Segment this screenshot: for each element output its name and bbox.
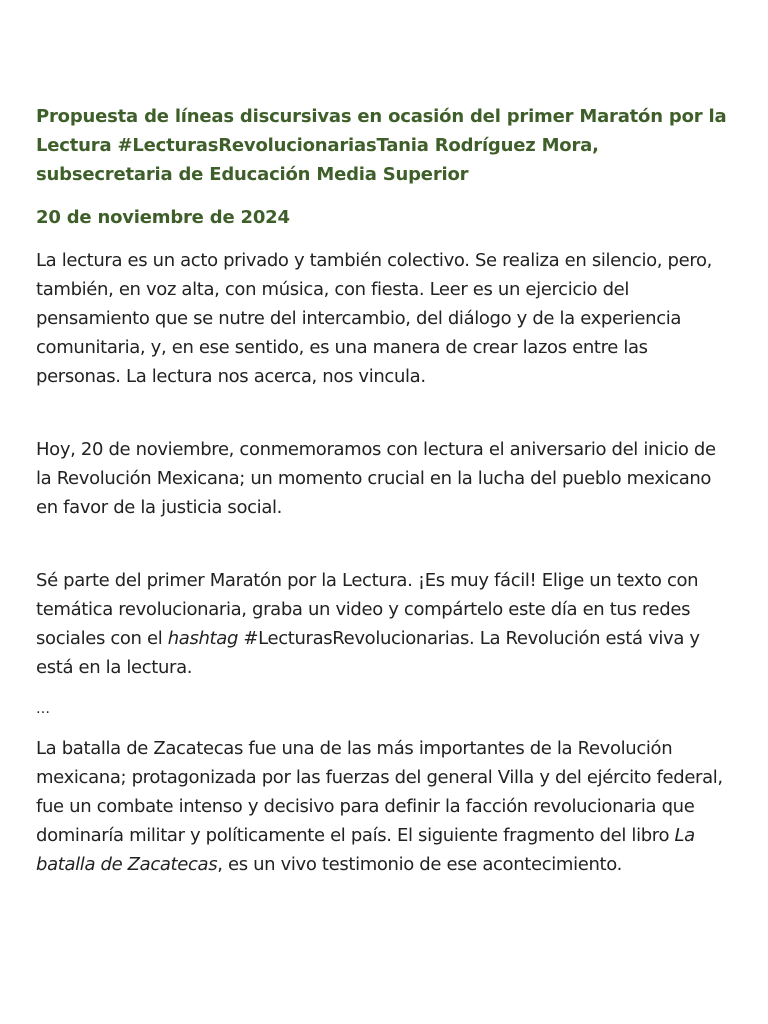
paragraph-marathon-text-start: Sé parte del primer Maratón por la Lectura. ¡Es muy fácil! Elige un texto con temática revolucionaria, graba un video y compártelo este día en tus redes sociales con el [36,570,699,649]
paragraph-marathon-invite [36,566,736,682]
paragraph-marathon-text-end: #LecturasRevolucionarias. La Revolución está viva y está en la lectura. [36,628,700,678]
paragraph-revolution-anniversary: Hoy, 20 de noviembre, conmemoramos con lectura el aniversario del inicio de la Revolución Mexicana; un momento crucial en la lucha del pueblo mexicano en favor de la justicia social. [36,439,716,518]
paragraph-zacatecas-battle [36,734,736,879]
ellipsis-separator: … [36,701,50,717]
article-date: 20 de noviembre de 2024 [36,207,290,228]
article-content [36,102,736,879]
paragraph-reading-intro: La lectura es un acto privado y también colectivo. Se realiza en silencio, pero, también, en voz alta, con música, con fiesta. Leer es un ejercicio del pensamiento que se nutre del intercambio, del diálogo y de la experiencia comunitaria, y, en ese sentido, es una manera de crear lazos entre las personas. La lectura nos acerca, nos vincula. [36,250,713,387]
article-title: Propuesta de líneas discursivas en ocasión del primer Maratón por la Lectura #LecturasRevolucionariasTania Rodríguez Mora, subsecretaria de Educación Media Superior [36,106,727,185]
paragraph-zacatecas-text-end: , es un vivo testimonio de ese acontecimiento. [217,854,622,875]
paragraph-zacatecas-text-start: La batalla de Zacatecas fue una de las más importantes de la Revolución mexicana; protagonizada por las fuerzas del general Villa y del ejército federal, fue un combate intenso y decisivo para definir la facción revolucionaria que dominaría militar y políticamente el país. El siguiente fragmento del libro [36,738,723,846]
book-title: La batalla de Zacatecas [36,825,695,875]
hashtag-word: hashtag [167,628,239,649]
